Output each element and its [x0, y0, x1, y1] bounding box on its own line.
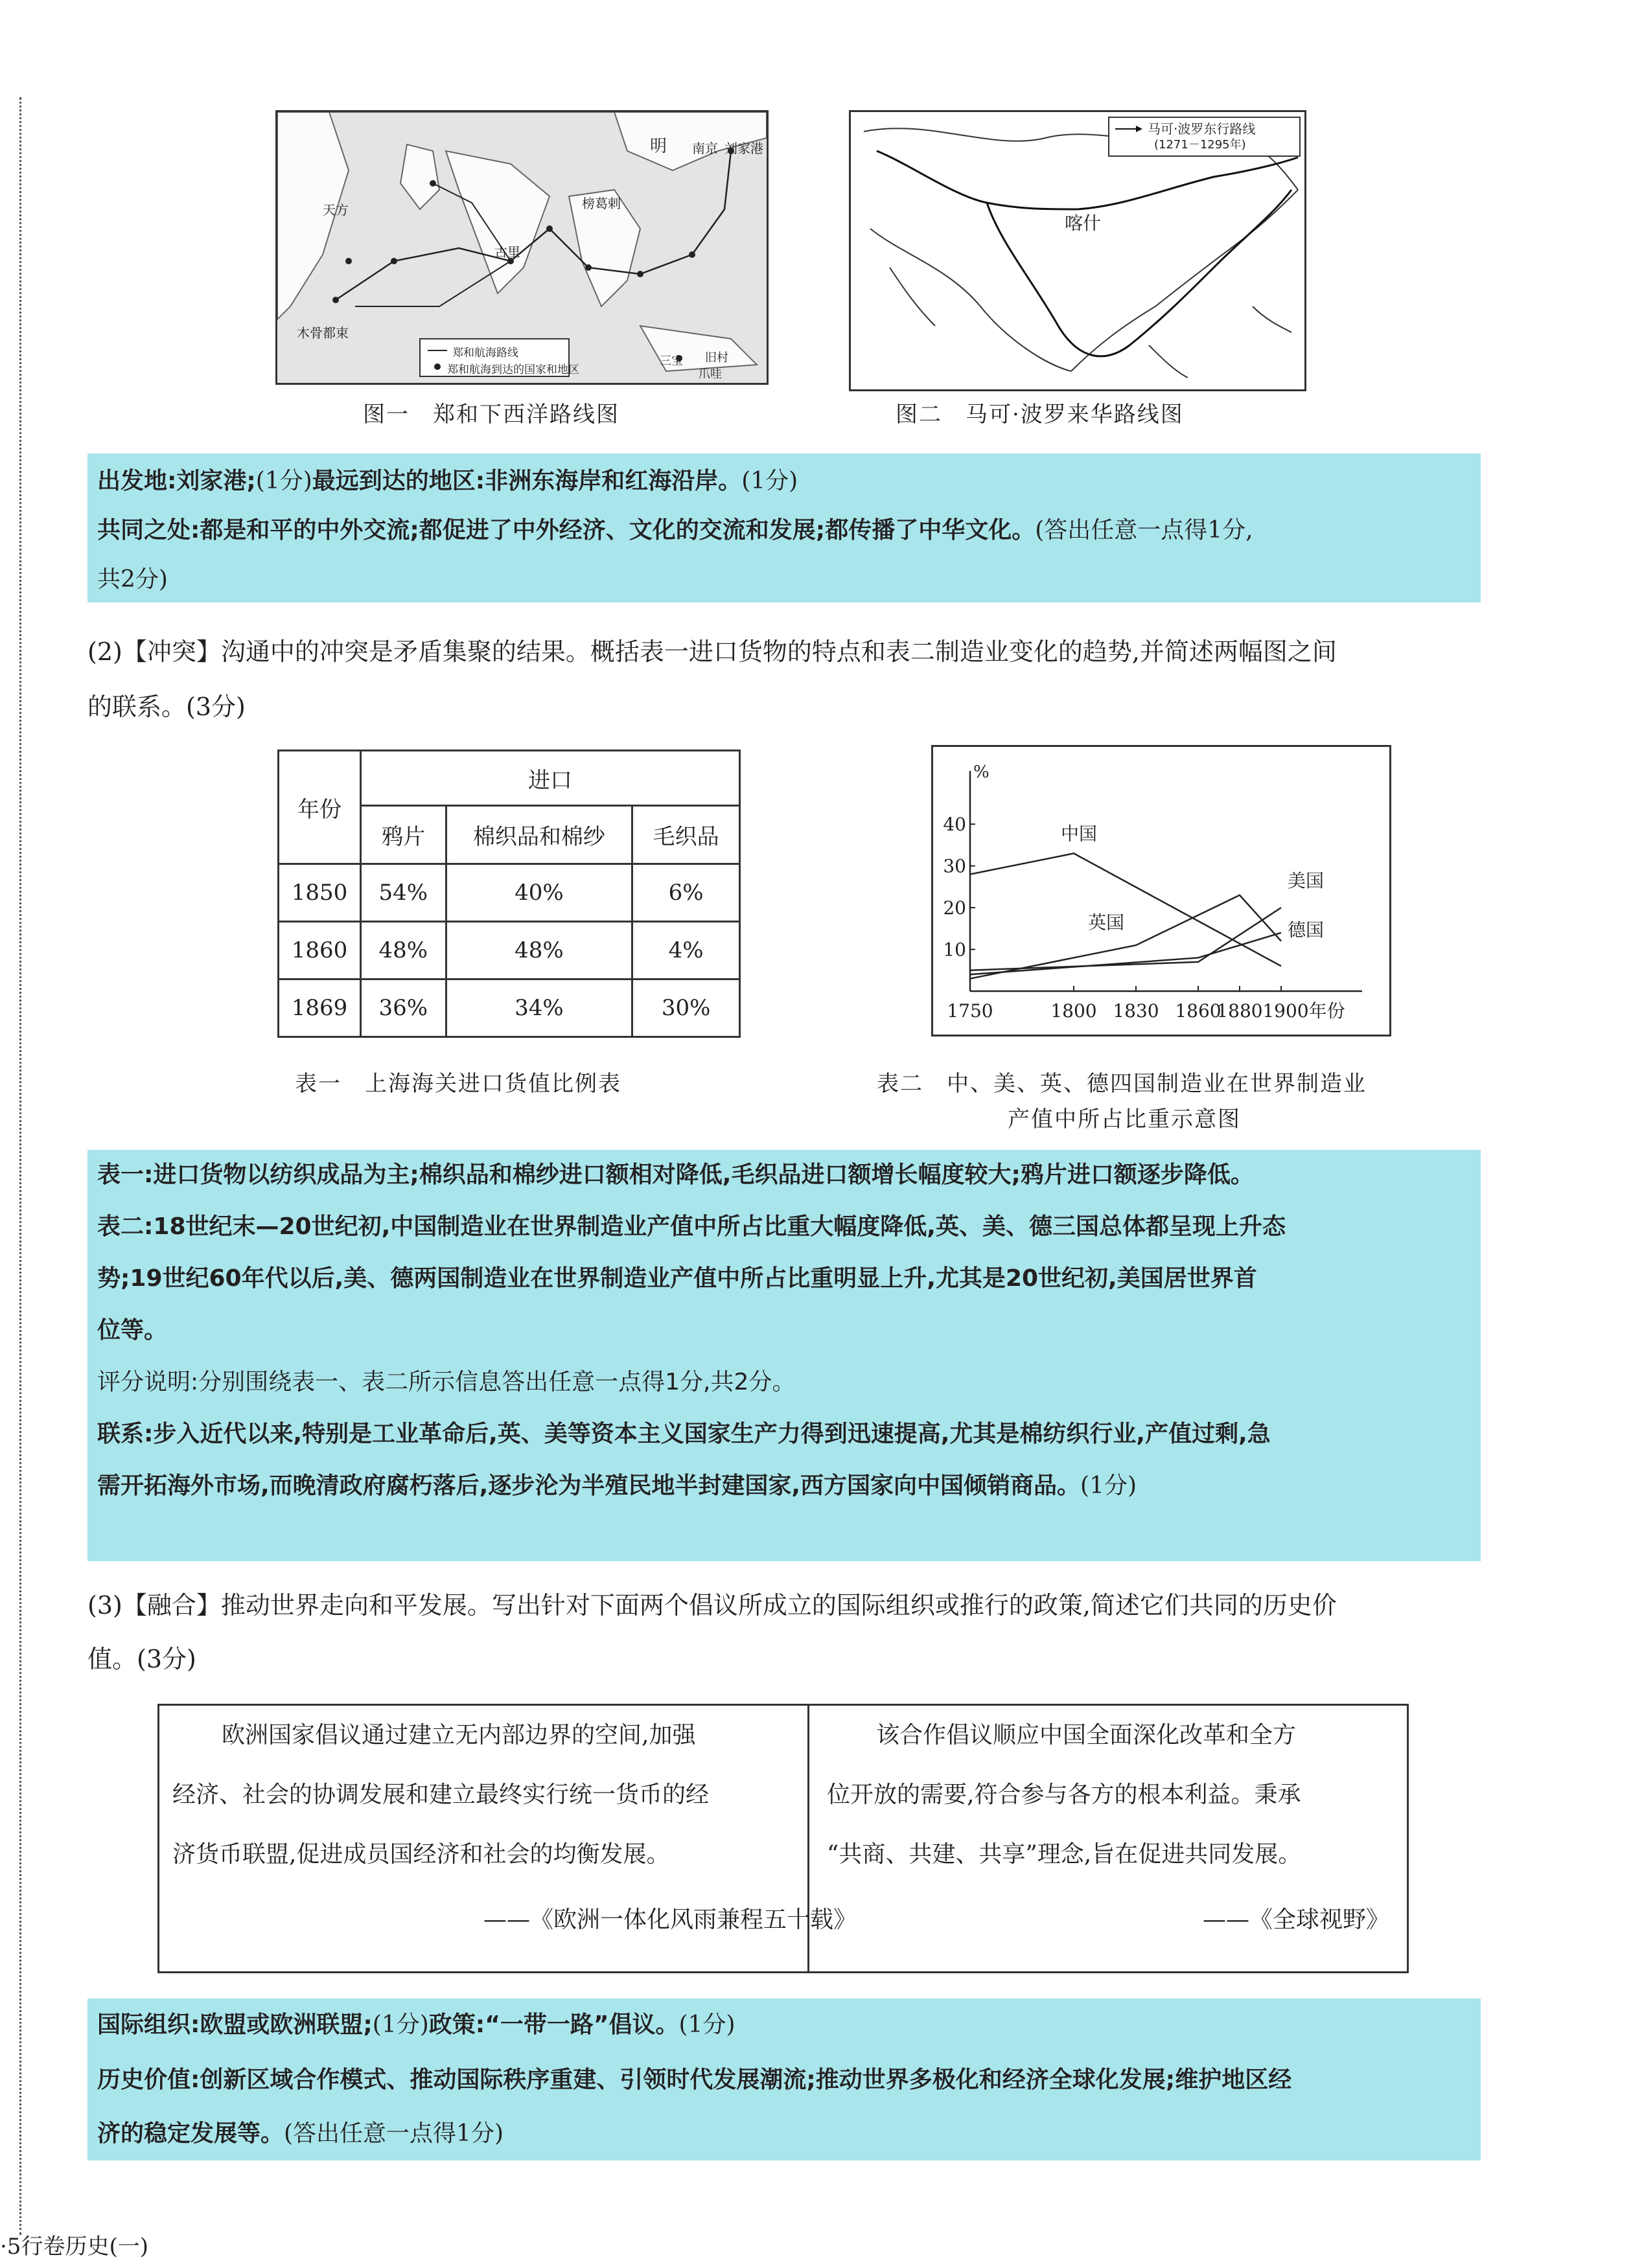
binding-margin-line	[19, 97, 21, 2235]
y-tick-label: 40	[943, 814, 966, 836]
map-label-nanjing: 南京	[692, 141, 718, 156]
series-label: 英国	[1088, 911, 1125, 934]
table-cell: 40%	[446, 864, 632, 922]
question2-line2: 的联系。(3分)	[87, 693, 246, 721]
map-label-kashgar: 喀什	[1065, 212, 1102, 234]
table-col-wool: 毛织品	[632, 806, 740, 864]
y-tick-label: 20	[943, 897, 966, 919]
map-label-manlajia: 榜葛剌	[582, 196, 621, 211]
fig2-caption: 图二 马可·波罗来华路线图	[896, 402, 1184, 428]
table-cell: 30%	[632, 979, 740, 1037]
table-col-cotton: 棉织品和棉纱	[446, 806, 632, 864]
marcopolo-map	[849, 110, 1306, 391]
route-legend-title: 马可·波罗东行路线	[1148, 121, 1256, 137]
answer2-line7: 需开拓海外市场,而晚清政府腐朽落后,逐步沦为半殖民地半封建国家,西方国家向中国倾销商品。(1分)	[97, 1472, 1137, 1499]
table-row	[279, 979, 740, 1037]
quote-left-line2: 经济、社会的协调发展和建立最终实行统一货币的经	[172, 1781, 710, 1808]
marcopolo-map-drawing	[851, 112, 1304, 389]
x-tick-label: 1750	[947, 1000, 993, 1022]
answer2-line2: 表二:18世纪末—20世纪初,中国制造业在世界制造业产值中所占比重大幅度降低,英、美、德三国总体都呈现上升态	[97, 1213, 1286, 1240]
page-footer: ·5行卷历史(一)	[0, 2234, 148, 2260]
y-tick-label: 30	[943, 855, 966, 877]
table-row	[279, 922, 740, 979]
map-label-zhuawa: 爪哇	[699, 367, 722, 381]
answer1-line3: 共2分)	[97, 566, 168, 593]
y-axis-label: %	[973, 762, 990, 782]
table-cell: 6%	[632, 864, 740, 922]
map-label-tianfang: 天方	[323, 202, 349, 218]
map-legend-places: 郑和航海到达的国家和地区	[447, 363, 579, 376]
manufacturing-share-chart	[931, 745, 1391, 1037]
quote-right-line2: 位开放的需要,符合参与各方的根本利益。秉承	[827, 1781, 1301, 1808]
answer-block-1	[87, 453, 1481, 602]
y-tick-label: 10	[943, 939, 966, 961]
series-label: 德国	[1288, 919, 1325, 941]
table-cell-year: 1850	[279, 864, 361, 922]
x-tick-label: 1800	[1050, 1000, 1097, 1022]
answer-block-2	[87, 1150, 1481, 1561]
table-cell-year: 1869	[279, 979, 361, 1037]
answer3-line1: 国际组织:欧盟或欧洲联盟;(1分)政策:“一带一路”倡议。(1分)	[97, 2011, 735, 2038]
question3-line1: (3)【融合】推动世界走向和平发展。写出针对下面两个倡议所成立的国际组织或推行的政策,简述它们共同的历史价	[87, 1591, 1337, 1620]
series-label: 美国	[1288, 869, 1325, 891]
table1-caption: 表一 上海海关进口货值比例表	[295, 1071, 621, 1097]
answer2-line4: 位等。	[97, 1317, 168, 1344]
table-cell: 48%	[446, 922, 632, 979]
x-tick-label: 1900年份	[1262, 1000, 1345, 1022]
question2-line1: (2)【冲突】沟通中的冲突是矛盾集聚的结果。概括表一进口货物的特点和表二制造业变化的趋势,并简述两幅图之间	[87, 637, 1337, 666]
chart-caption-line2: 产值中所占比重示意图	[1008, 1106, 1241, 1132]
table-cell: 48%	[361, 922, 446, 979]
map-legend-route: 郑和航海路线	[452, 347, 518, 360]
quote-left-line3: 济货币联盟,促进成员国经济和社会的均衡发展。	[172, 1841, 670, 1868]
answer1-line1: 出发地:刘家港;(1分)最远到达的地区:非洲东海岸和红海沿岸。(1分)	[97, 468, 798, 494]
quote-left-line1: 欧洲国家倡议通过建立无内部边界的空间,加强	[222, 1722, 696, 1748]
initiative-quotes-box	[157, 1704, 1409, 1973]
answer2-line1: 表一:进口货物以纺织成品为主;棉织品和棉纱进口额相对降低,毛织品进口额增长幅度较大;鸦片进口额逐步降低。	[97, 1162, 1254, 1188]
map-label-liujiagang: 刘家港	[724, 141, 763, 156]
answer3-line2: 历史价值:创新区域合作模式、推动国际秩序重建、引领时代发展潮流;推动世界多极化和经济全球化发展;维护地区经	[97, 2067, 1292, 2093]
x-tick-label: 1880	[1216, 1000, 1263, 1022]
x-tick-label: 1860	[1175, 1000, 1221, 1022]
map-label-guli: 古里	[494, 244, 520, 260]
import-ratio-table	[277, 750, 741, 1038]
answer-block-3	[87, 1999, 1481, 2160]
quote-right-line1: 该合作倡议顺应中国全面深化改革和全方	[876, 1722, 1297, 1748]
answer2-line6: 联系:步入近代以来,特别是工业革命后,英、美等资本主义国家生产力得到迅速提高,尤其是棉纺织行业,产值过剩,急	[97, 1421, 1271, 1447]
answer2-line5: 评分说明:分别围绕表一、表二所示信息答出任意一点得1分,共2分。	[97, 1369, 796, 1395]
fig1-caption: 图一 郑和下西洋路线图	[363, 402, 619, 428]
chart-caption-line1: 表二 中、美、英、德四国制造业在世界制造业	[877, 1071, 1367, 1097]
table-cell-year: 1860	[279, 922, 361, 979]
quote-right-line3: “共商、共建、共享”理念,旨在促进共同发展。	[827, 1841, 1302, 1868]
table-cell: 34%	[446, 979, 632, 1037]
map-label-jiucun: 旧村	[705, 351, 728, 365]
answer1-line2: 共同之处:都是和平的中外交流;都促进了中外经济、文化的交流和发展;都传播了中华文化。(答出任意一点得1分,	[97, 517, 1253, 544]
route-legend-years: (1271－1295年)	[1154, 138, 1246, 152]
map-label-sanbao: 三宝	[660, 354, 683, 368]
table-cell: 54%	[361, 864, 446, 922]
table-row	[279, 864, 740, 922]
series-label: 中国	[1061, 823, 1098, 845]
table-header-import: 进口	[361, 751, 740, 806]
quote-right-source: ——《全球视野》	[1203, 1907, 1390, 1933]
zhenghe-map	[275, 110, 769, 385]
table-header-year: 年份	[279, 751, 361, 864]
question3-line2: 值。(3分)	[87, 1645, 196, 1673]
quote-left-source: ——《欧洲一体化风雨兼程五十载》	[483, 1907, 857, 1933]
answer3-line3: 济的稳定发展等。(答出任意一点得1分)	[97, 2120, 504, 2147]
x-tick-label: 1830	[1113, 1000, 1159, 1022]
map-label-mugudushu: 木骨都束	[297, 325, 349, 341]
table-cell: 36%	[361, 979, 446, 1037]
table-cell: 4%	[632, 922, 740, 979]
table-col-opium: 鸦片	[361, 806, 446, 864]
answer2-line3: 势;19世纪60年代以后,美、德两国制造业在世界制造业产值中所占比重明显上升,尤其是20世纪初,美国居世界首	[97, 1265, 1257, 1292]
map-label-ming: 明	[650, 137, 667, 156]
